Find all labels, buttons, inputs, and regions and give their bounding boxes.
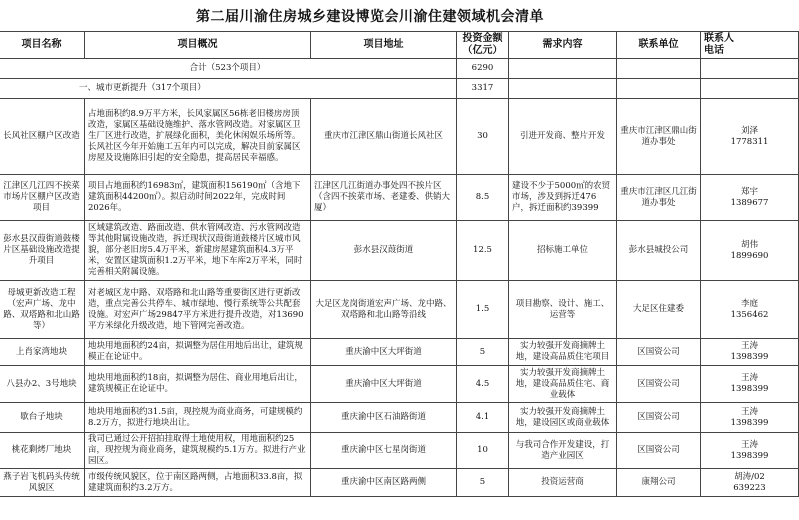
project-amount: 30 bbox=[457, 99, 509, 175]
project-overview: 区域建筑改造、路面改造、供水管网改造、污水管网改造等其他附属设施改造，拆迁现状汉葭街道鼓楼片区城市风貌，部分老旧房5.4万平米，新建房屋建筑面积4.3万平米，安置区建筑面积1.2万平米，地下车库2万平米，同时完善相关附属设施。 bbox=[85, 221, 311, 281]
contact-name: 王涛 bbox=[740, 406, 758, 417]
contact-phone: 1389677 bbox=[730, 197, 769, 208]
project-amount: 1.5 bbox=[457, 281, 509, 339]
contact-person bbox=[701, 175, 799, 221]
project-overview: 地块用地面积约18亩，拟调整为居住、商业用地后出让，建筑规模正在论证中。 bbox=[85, 366, 311, 403]
contact-name: 胡涛/02 bbox=[734, 471, 765, 482]
contact-unit: 重庆市江津区鼎山街道办事处 bbox=[617, 99, 701, 175]
header-amount-line1: 投资金额 bbox=[462, 33, 503, 44]
table-row bbox=[0, 221, 799, 281]
contact-unit: 康翔公司 bbox=[617, 469, 701, 497]
contact-person bbox=[701, 403, 799, 433]
project-amount: 5 bbox=[457, 339, 509, 366]
project-location: 大足区龙岗街道宏声广场、龙中路、双塔路和北山路等沿线 bbox=[311, 281, 457, 339]
contact-person bbox=[701, 221, 799, 281]
header-contact-person bbox=[701, 32, 799, 59]
project-amount: 10 bbox=[457, 433, 509, 469]
project-location: 彭水县汉葭街道 bbox=[311, 221, 457, 281]
header-name: 项目名称 bbox=[0, 32, 85, 59]
section-row bbox=[0, 79, 799, 99]
section-amount: 3317 bbox=[457, 79, 509, 99]
contact-name: 李庭 bbox=[740, 298, 758, 309]
project-overview: 我司已通过公开招拍挂取得土地使用权，用地面积约25亩，现控规为商业商务，建筑规模约5.1万方。拟进行产业园区。 bbox=[85, 433, 311, 469]
project-demand: 投资运营商 bbox=[509, 469, 617, 497]
header-contact-person-line2: 电话 bbox=[704, 45, 724, 56]
project-name: 桃花剩烤厂地块 bbox=[0, 433, 85, 469]
project-amount: 4.1 bbox=[457, 403, 509, 433]
header-overview: 项目概况 bbox=[85, 32, 311, 59]
contact-person bbox=[701, 366, 799, 403]
contact-person bbox=[701, 469, 799, 497]
project-amount: 12.5 bbox=[457, 221, 509, 281]
project-location: 江津区几江街道办事处四不挨片区（含四不挨菜市场、老建委、供销大厦） bbox=[311, 175, 457, 221]
contact-unit: 区国资公司 bbox=[617, 339, 701, 366]
project-demand: 实力较强开发商摘牌土地，建设高品质住宅项目 bbox=[509, 339, 617, 366]
contact-name: 郑宇 bbox=[740, 186, 758, 197]
project-name: 江津区几江四不挨菜市场片区棚户区改造项目 bbox=[0, 175, 85, 221]
project-location: 重庆渝中区七星岗街道 bbox=[311, 433, 457, 469]
contact-unit: 重庆市江津区几江街道办事处 bbox=[617, 175, 701, 221]
opportunity-table bbox=[0, 31, 799, 497]
contact-unit: 区国资公司 bbox=[617, 403, 701, 433]
table-row bbox=[0, 469, 799, 497]
contact-phone: 1398399 bbox=[730, 417, 769, 428]
header-amount bbox=[457, 32, 509, 59]
project-location: 重庆渝中区南区路两侧 bbox=[311, 469, 457, 497]
contact-person bbox=[701, 339, 799, 366]
project-overview: 地块用地面积约24亩，拟调整为居住用地后出让，建筑规模正在论证中。 bbox=[85, 339, 311, 366]
contact-name: 王涛 bbox=[740, 341, 758, 351]
contact-phone: 1899690 bbox=[730, 250, 769, 261]
document-title: 第二届川渝住房城乡建设博览会川渝住建领域机会清单 bbox=[196, 9, 544, 25]
contact-phone: 1398399 bbox=[730, 384, 769, 394]
project-overview: 地块用地面积约31.5亩，现控规为商业商务，可建规模约8.2万方，拟进行地块出让。 bbox=[85, 403, 311, 433]
total-amount: 6290 bbox=[457, 59, 509, 79]
project-demand: 引进开发商、整片开发 bbox=[509, 99, 617, 175]
table-row bbox=[0, 403, 799, 433]
project-location: 重庆渝中区大坪街道 bbox=[311, 366, 457, 403]
project-name: 母城更新改造工程（宏声广场、龙中路、双塔路和北山路等） bbox=[0, 281, 85, 339]
project-overview: 对老城区龙中路、双塔路和北山路等重要街区进行更新改造，重点完善公共停车、城市绿地、慢行系统等公共配套设施。对宏声广场29847平方米进行提升改造，对13690平方米绿化升级改造，地下管网完善改造。 bbox=[85, 281, 311, 339]
contact-phone: 639223 bbox=[733, 482, 766, 493]
project-amount: 4.5 bbox=[457, 366, 509, 403]
project-overview: 市级传统风貌区，位于南区路两侧，占地面积33.8亩，拟建建筑面积约3.2万方。 bbox=[85, 469, 311, 497]
contact-unit: 区国资公司 bbox=[617, 366, 701, 403]
project-demand: 与我司合作开发建设，打造产业园区 bbox=[509, 433, 617, 469]
project-location: 重庆渝中区大坪街道 bbox=[311, 339, 457, 366]
header-contact-person-line1: 联系人 bbox=[704, 33, 734, 44]
project-demand: 项目勘察、设计、施工、运营等 bbox=[509, 281, 617, 339]
header-location: 项目地址 bbox=[311, 32, 457, 59]
header-contact-unit: 联系单位 bbox=[617, 32, 701, 59]
project-location: 重庆市江津区鼎山街道长风社区 bbox=[311, 99, 457, 175]
project-location: 重庆渝中区石油路街道 bbox=[311, 403, 457, 433]
total-label: 合计（523个项目） bbox=[0, 59, 457, 79]
contact-name: 王涛 bbox=[740, 439, 758, 450]
project-name: 上肖家湾地块 bbox=[0, 339, 85, 366]
project-name: 燕子岩飞机码头传统风貌区 bbox=[0, 469, 85, 497]
project-overview: 项目占地面积约16983㎡，建筑面积156190㎡（含地下建筑面积44200㎡）。拟启动时间2022年，完成时间2026年。 bbox=[85, 175, 311, 221]
header-demand: 需求内容 bbox=[509, 32, 617, 59]
total-row bbox=[0, 59, 799, 79]
project-name: 歇台子地块 bbox=[0, 403, 85, 433]
project-name: 彭水县汉葭街道鼓楼片区基础设施改造提升项目 bbox=[0, 221, 85, 281]
table-row bbox=[0, 366, 799, 403]
contact-phone: 1356462 bbox=[730, 309, 769, 320]
table-row bbox=[0, 175, 799, 221]
project-amount: 5 bbox=[457, 469, 509, 497]
contact-name: 刘泽 bbox=[740, 125, 758, 136]
table-row bbox=[0, 281, 799, 339]
contact-phone: 1398399 bbox=[730, 352, 769, 362]
contact-name: 胡伟 bbox=[740, 239, 758, 250]
contact-person bbox=[701, 433, 799, 469]
project-demand: 招标施工单位 bbox=[509, 221, 617, 281]
contact-unit: 彭水县城投公司 bbox=[617, 221, 701, 281]
header-row bbox=[0, 32, 799, 59]
header-amount-line2: （亿元） bbox=[462, 45, 503, 56]
table-row bbox=[0, 99, 799, 175]
table-row bbox=[0, 433, 799, 469]
project-demand: 实力较强开发商摘牌土地，建设高品质住宅、商业载体 bbox=[509, 366, 617, 403]
contact-name: 王涛 bbox=[740, 373, 758, 383]
contact-person bbox=[701, 281, 799, 339]
table-row bbox=[0, 339, 799, 366]
contact-person bbox=[701, 99, 799, 175]
project-overview: 占地面积约8.9万平方米，长风家属区56栋老旧楼房房顶改造，家属区基础设施维护、落水管网改造。对家属区卫生厂区进行改造，扩展绿化面积，美化休闲娱乐场所等。长风社区今年开始施工五年内可以完成，解决目前家属区房屋及设施陈旧引起的安全隐患，提高居民幸福感。 bbox=[85, 99, 311, 175]
project-name: 八县办2、3号地块 bbox=[0, 366, 85, 403]
contact-unit: 大足区住建委 bbox=[617, 281, 701, 339]
section-label: 一、城市更新提升（317个项目） bbox=[0, 79, 457, 99]
project-demand: 实力较强开发商摘牌土地，建设园区或商业载体 bbox=[509, 403, 617, 433]
project-name: 长风社区棚户区改造 bbox=[0, 99, 85, 175]
project-demand: 建设不少于5000㎡的农贸市场，涉及到拆迁476户，拆迁面积约39399 bbox=[509, 175, 617, 221]
project-amount: 8.5 bbox=[457, 175, 509, 221]
contact-unit: 区国资公司 bbox=[617, 433, 701, 469]
contact-phone: 1398399 bbox=[730, 450, 769, 461]
contact-phone: 1778311 bbox=[730, 136, 769, 147]
